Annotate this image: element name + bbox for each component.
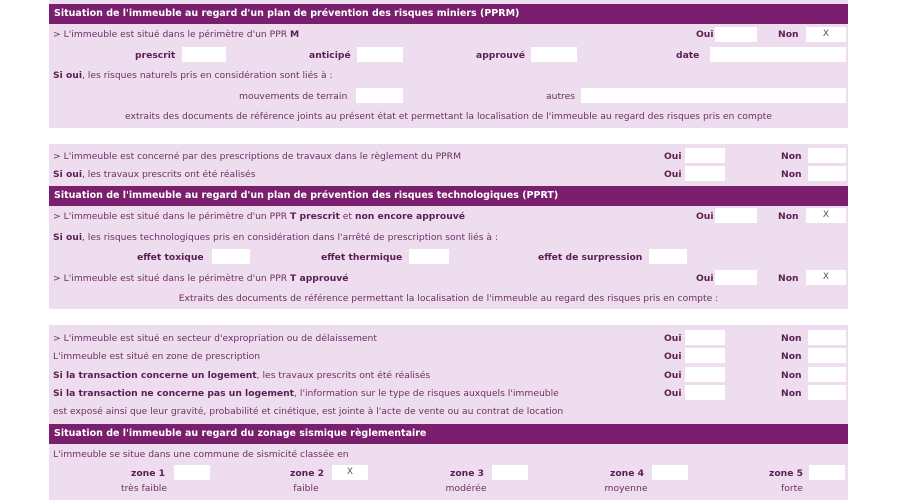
sismique-section-header: Situation de l'immeuble au regard du zonage sismique règlementaire <box>49 424 848 444</box>
pprt-zone-oui-label: Oui <box>664 351 682 362</box>
pprm-anticipe-label: anticipé <box>309 50 351 61</box>
pprm-extraits-text: extraits des documents de référence joints au présent état et permettant la localisation de l'immeuble au regard des risques pris en compte <box>125 111 772 122</box>
zone-2-label: zone 2 <box>290 468 325 479</box>
pprt-approuve-oui-label: Oui <box>696 273 714 284</box>
pprt-effet-surpression-field[interactable] <box>649 249 687 264</box>
pprm-autres-field[interactable] <box>581 88 846 103</box>
pprt-prescrit-oui-field[interactable] <box>715 208 757 223</box>
pprt-logement-question: Si la transaction concerne un logement, les travaux prescrits ont été réalisés <box>53 370 431 381</box>
pprt-effet-thermique-field[interactable] <box>409 249 449 264</box>
pprt-extraits-field[interactable] <box>49 309 848 325</box>
pprt-zone-prescription-question: L'immeuble est situé en zone de prescription <box>53 351 261 362</box>
pprm-perimeter-non-field[interactable]: X <box>806 27 846 42</box>
pprt-pas-logement-oui-field[interactable] <box>685 385 725 400</box>
pprt-zone-oui-field[interactable] <box>685 348 725 363</box>
pprm-concerne-non-label: Non <box>781 151 802 162</box>
pprt-expropriation-oui-field[interactable] <box>685 330 725 345</box>
pprm-travaux-oui-field[interactable] <box>685 166 725 181</box>
pprt-prescrit-non-label: Non <box>778 211 799 222</box>
zone-5-label: zone 5 <box>769 468 804 479</box>
risk-statement-form <box>49 0 848 500</box>
zone-4-label: zone 4 <box>610 468 645 479</box>
pprm-date-field[interactable] <box>710 47 846 62</box>
pprt-approuve-oui-field[interactable] <box>715 270 757 285</box>
pprm-mouvements-field[interactable] <box>356 88 403 103</box>
pprt-section-header: Situation de l'immeuble au regard d'un plan de prévention des risques technologiques (PPRT) <box>49 186 848 206</box>
pprt-pas-logement-non-field[interactable] <box>808 385 846 400</box>
pprt-logement-oui-field[interactable] <box>685 367 725 382</box>
pprt-si-oui-text: Si oui, les risques technologiques pris en considération dans l'arrêté de prescription sont liés à : <box>53 232 499 243</box>
zone-3-desc: modérée <box>445 483 487 494</box>
pprt-approuve-non-label: Non <box>778 273 799 284</box>
pprm-prescrit-field[interactable] <box>182 47 226 62</box>
pprm-mouvements-label: mouvements de terrain <box>239 91 348 102</box>
pprt-expropriation-oui-label: Oui <box>664 333 682 344</box>
pprt-effet-thermique-label: effet thermique <box>321 252 403 263</box>
pprt-logement-non-label: Non <box>781 370 802 381</box>
pprt-pas-logement-line2: est exposé ainsi que leur gravité, probabilité et cinétique, est jointe à l'acte de vente ou au contrat de location <box>53 406 564 417</box>
pprm-extraits-field[interactable] <box>49 128 848 144</box>
pprm-concerne-question: > L'immeuble est concerné par des prescriptions de travaux dans le règlement du PPRM <box>53 151 461 162</box>
zone-3-field[interactable] <box>492 465 528 480</box>
zone-4-desc: moyenne <box>604 483 648 494</box>
pprm-anticipe-field[interactable] <box>357 47 403 62</box>
pprm-travaux-non-field[interactable] <box>808 166 846 181</box>
pprt-effet-toxique-field[interactable] <box>212 249 250 264</box>
pprm-concerne-oui-field[interactable] <box>685 148 725 163</box>
zone-1-desc: très faible <box>121 483 167 494</box>
pprm-autres-label: autres <box>546 91 576 102</box>
sismique-commune-text: L'immeuble se situe dans une commune de sismicité classée en <box>53 449 349 460</box>
pprt-logement-non-field[interactable] <box>808 367 846 382</box>
pprm-si-oui-text: Si oui, les risques naturels pris en considération sont liés à : <box>53 70 333 81</box>
pprm-perimeter-non-label: Non <box>778 29 799 40</box>
pprt-pas-logement-question: Si la transaction ne concerne pas un logement, l'information sur le type de risques auxquels l'immeuble <box>53 388 559 399</box>
zone-4-field[interactable] <box>652 465 688 480</box>
pprm-concerne-non-field[interactable] <box>808 148 846 163</box>
pprm-concerne-oui-label: Oui <box>664 151 682 162</box>
pprm-travaux-oui-label: Oui <box>664 169 682 180</box>
pprt-effet-surpression-label: effet de surpression <box>538 252 643 263</box>
pprt-prescrit-non-field[interactable]: X <box>806 208 846 223</box>
pprt-effet-toxique-label: effet toxique <box>137 252 204 263</box>
zone-5-field[interactable] <box>809 465 845 480</box>
pprt-prescrit-oui-label: Oui <box>696 211 714 222</box>
zone-3-label: zone 3 <box>450 468 485 479</box>
pprm-prescrit-label: prescrit <box>135 50 176 61</box>
pprt-expropriation-non-field[interactable] <box>808 330 846 345</box>
pprm-section-header: Situation de l'immeuble au regard d'un plan de prévention des risques miniers (PPRM) <box>49 4 848 24</box>
pprt-approuve-non-field[interactable]: X <box>806 270 846 285</box>
pprt-expropriation-question: > L'immeuble est situé en secteur d'expropriation ou de délaissement <box>53 333 377 344</box>
zone-2-desc: faible <box>293 483 319 494</box>
zone-1-field[interactable] <box>174 465 210 480</box>
pprm-perimeter-oui-field[interactable] <box>715 27 757 42</box>
pprm-date-label: date <box>676 50 700 61</box>
pprm-approuve-field[interactable] <box>531 47 577 62</box>
pprt-zone-non-field[interactable] <box>808 348 846 363</box>
pprt-pas-logement-non-label: Non <box>781 388 802 399</box>
zone-5-desc: forte <box>781 483 803 494</box>
pprt-extraits-text: Extraits des documents de référence permettant la localisation de l'immeuble au regard des risques pris en compte : <box>178 293 719 304</box>
pprt-prescrit-question: > L'immeuble est situé dans le périmètre d'un PPR T prescrit et non encore approuvé <box>53 211 465 222</box>
pprm-travaux-question: Si oui, les travaux prescrits ont été réalisés <box>53 169 256 180</box>
zone-2-field[interactable]: X <box>332 465 368 480</box>
pprt-pas-logement-oui-label: Oui <box>664 388 682 399</box>
pprt-logement-oui-label: Oui <box>664 370 682 381</box>
zone-1-label: zone 1 <box>131 468 166 479</box>
pprt-approuve-question: > L'immeuble est situé dans le périmètre d'un PPR T approuvé <box>53 273 349 284</box>
pprt-expropriation-non-label: Non <box>781 333 802 344</box>
pprt-zone-non-label: Non <box>781 351 802 362</box>
pprm-approuve-label: approuvé <box>476 50 525 61</box>
pprm-perimeter-question: > L'immeuble est situé dans le périmètre d'un PPR M <box>53 29 300 40</box>
pprm-perimeter-oui-label: Oui <box>696 29 714 40</box>
pprm-travaux-non-label: Non <box>781 169 802 180</box>
